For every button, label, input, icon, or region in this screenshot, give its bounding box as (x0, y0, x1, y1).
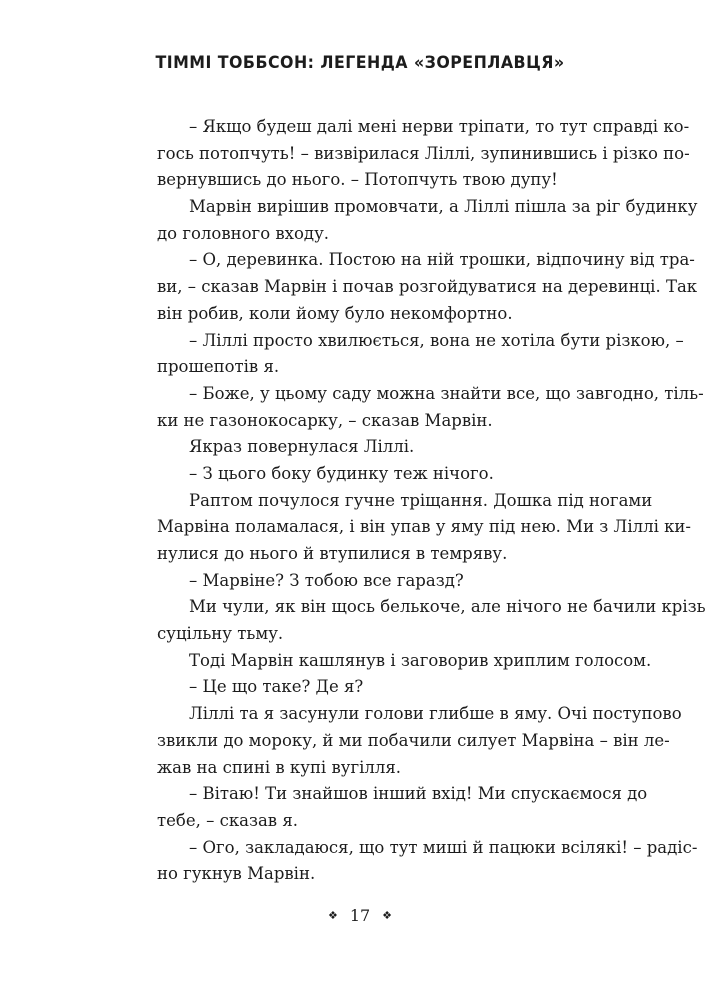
page-footer (0, 906, 720, 925)
text-line: прошепотів я. (157, 357, 280, 377)
paragraph (125, 674, 613, 701)
text-line: – Вітаю! Ти знайшов інший вхід! Ми спускаємося до (189, 784, 648, 804)
text-line: – Марвіне? З тобою все гаразд? (189, 570, 464, 590)
text-line: – Боже, у цьому саду можна знайти все, що завгодно, тіль- (189, 383, 704, 403)
text-line: Якраз повернулася Ліллі. (189, 437, 415, 457)
paragraph (125, 434, 613, 461)
text-line: Марвіна поламалася, і він упав у яму під нею. Ми з Ліллі ки- (157, 517, 691, 537)
paragraph (125, 488, 691, 568)
text-line: ви, – сказав Марвін і почав розгойдуватися на деревинці. Так (157, 277, 698, 297)
paragraph (125, 568, 613, 595)
paragraph (125, 781, 648, 834)
paragraph (125, 247, 698, 327)
text-line: вернувшись до нього. – Потопчуть твою дупу! (157, 170, 558, 190)
text-line: – Ліллі просто хвилюється, вона не хотіла бути різкою, – (189, 330, 684, 350)
text-line: Раптом почулося гучне тріщання. Дошка під ногами (189, 490, 653, 510)
paragraph (125, 701, 682, 781)
paragraph (125, 194, 698, 247)
paragraph (125, 114, 690, 194)
text-line: звикли до мороку, й ми побачили силует Марвіна – він ле- (157, 730, 670, 750)
paragraph (125, 835, 698, 888)
text-line: ки не газонокосарку, – сказав Марвін. (157, 410, 493, 430)
text-line: Тоді Марвін кашлянув і заговорив хриплим голосом. (189, 650, 652, 670)
text-line: він робив, коли йому було некомфортно. (157, 303, 513, 323)
text-line: – З цього боку будинку теж нічого. (189, 463, 494, 483)
text-line: до головного входу. (157, 223, 330, 243)
text-line: – О, деревинка. Постою на ній трошки, відпочину від тра- (189, 250, 695, 270)
text-line: – Ого, закладаюся, що тут миші й пацюки всілякі! – радіс- (189, 837, 698, 857)
text-line: – Якщо будеш далі мені нерви тріпати, то тут справді ко- (189, 117, 690, 136)
text-line: Ми чули, як він щось белькоче, але нічого не бачили крізь (189, 597, 706, 617)
page-number: 17 (349, 906, 371, 925)
text-line: тебе, – сказав я. (157, 810, 298, 830)
ornament-left-icon: ❖ (327, 909, 338, 922)
running-head: ТІММІ ТОББСОН: ЛЕГЕНДА «ЗОРЕПЛАВЦЯ» (155, 53, 565, 73)
text-line: – Це що таке? Де я? (189, 677, 364, 697)
text-line: гось потопчуть! – визвірилася Ліллі, зупинившись і різко по- (157, 143, 690, 163)
paragraph (125, 328, 684, 381)
paragraph (125, 594, 706, 647)
text-line: но гукнув Марвін. (157, 864, 316, 884)
text-line: нулися до нього й втупилися в темряву. (157, 544, 508, 563)
text-line: Ліллі та я засунули голови глибше в яму. Очі поступово (189, 704, 682, 724)
paragraph (125, 461, 613, 488)
text-line: суцільну тьму. (157, 624, 284, 644)
paragraph (125, 381, 704, 434)
text-line: жав на спині в купі вугілля. (157, 757, 401, 777)
paragraph (125, 648, 652, 675)
text-line: Марвін вирішив промовчати, а Ліллі пішла за ріг будинку (189, 197, 698, 217)
ornament-right-icon: ❖ (382, 909, 393, 922)
body-text (125, 114, 706, 888)
